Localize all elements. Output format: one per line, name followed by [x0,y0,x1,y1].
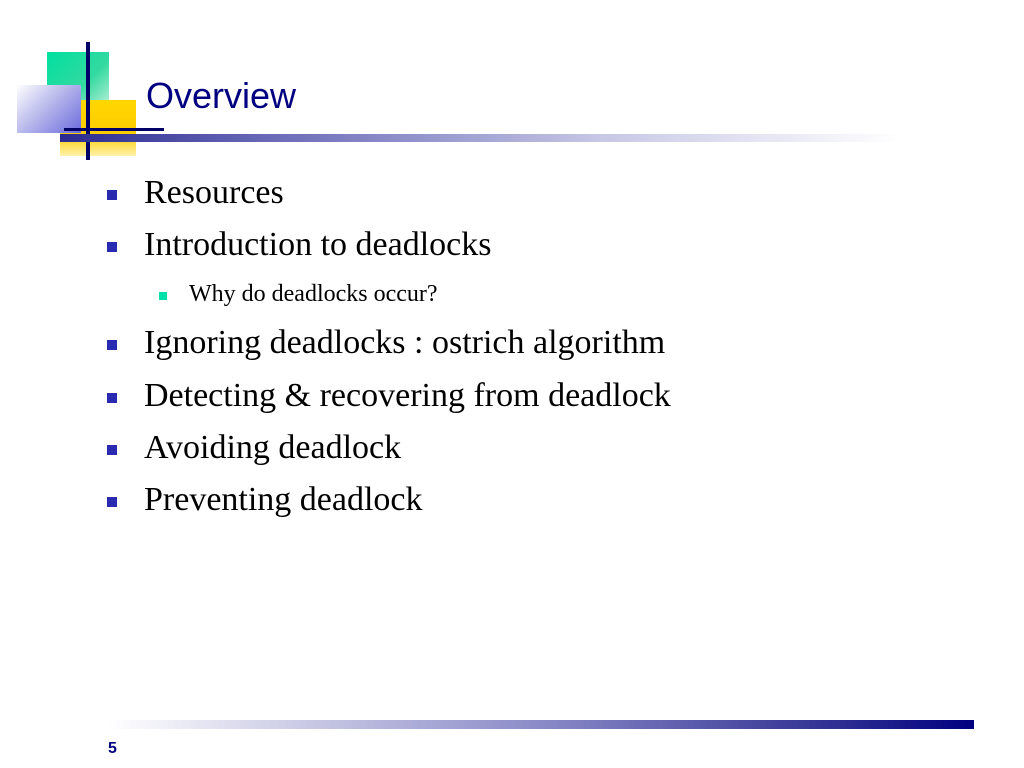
bullet-text: Introduction to deadlocks [144,226,492,263]
square-bullet-icon [107,190,117,200]
bullet-item [144,429,401,467]
square-bullet-icon [107,242,117,252]
bullet-item [144,174,284,212]
sub-bullet-item [189,281,438,308]
square-sub-bullet-icon [159,292,167,300]
sub-bullet-text: Why do deadlocks occur? [189,281,438,307]
bullet-item [144,226,491,264]
slide-title: Overview [146,75,297,116]
bullet-item [144,377,671,415]
bullet-text: Avoiding deadlock [144,429,402,466]
square-bullet-icon [107,340,117,350]
bullet-text: Detecting & recovering from deadlock [144,377,671,414]
square-bullet-icon [107,497,117,507]
footer-bar [108,720,974,729]
bullet-item [144,481,423,519]
bullet-item [144,324,665,362]
bullet-text: Preventing deadlock [144,481,423,518]
square-bullet-icon [107,445,117,455]
page-number: 5 [108,740,117,757]
bullet-text: Resources [144,174,284,211]
bullet-text: Ignoring deadlocks : ostrich algorithm [144,324,666,361]
square-bullet-icon [107,393,117,403]
